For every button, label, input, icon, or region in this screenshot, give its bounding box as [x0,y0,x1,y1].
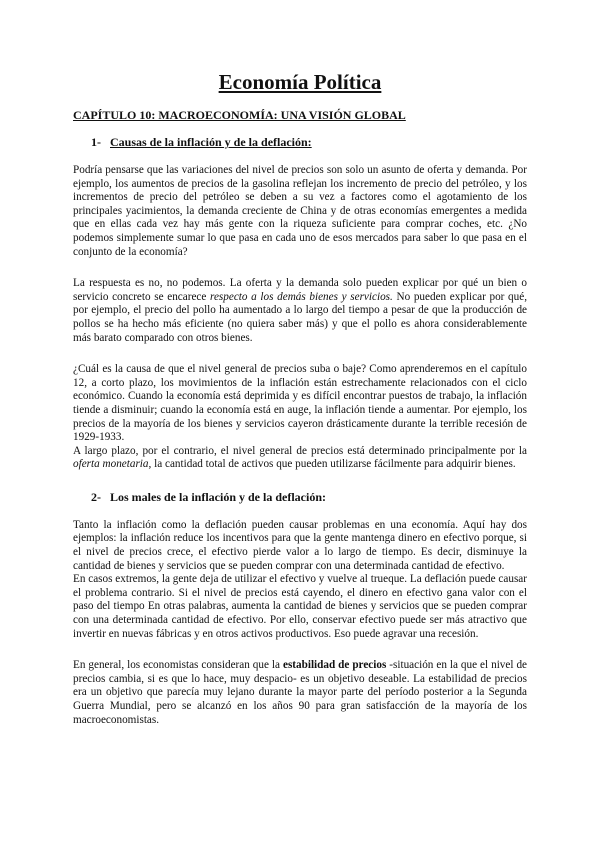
section-2-paragraph-3 [73,659,527,727]
section-1-paragraph-3: ¿Cuál es la causa de que el nivel general de precios suba o baje? Como aprenderemos en el capítulo 12, a corto plazo, los movimientos de la inflación están estrechamente relacionados con el ciclo económico. Cuando la economía está deprimida y es difícil encontrar puestos de trabajo, la inflación tiende a disminuir; cuando la economía está en auge, la inflación tiende a aumentar. Por ejemplo, los precios de la mayoría de los bienes y servicios cayeron drásticamente durante la terrible recesión de 1929-1933. [73,363,527,444]
section-2-number: 2- [91,489,101,504]
bold-text: estabilidad de precios [282,659,387,672]
section-1-number: 1- [91,135,101,149]
chapter-heading: CAPÍTULO 10: MACROECONOMÍA: UNA VISIÓN GLOBAL [73,108,406,122]
section-2-paragraph-1: Tanto la inflación como la deflación pueden causar problemas en una economía. Aquí hay dos ejemplos: la inflación reduce los incentivos para que la gente mantenga dinero en efectivo porque, si el nivel de precios crece, el efectivo pierde valor a lo largo de tiempo. Es decir, disminuye la cantidad de bienes y servicios que se pueden comprar con una determinada cantidad de efectivo. [73,518,527,572]
document-title: Economía Política [218,70,382,94]
section-1-paragraph-1: Podría pensarse que las variaciones del nivel de precios son solo un asunto de oferta y demanda. Por ejemplo, los aumentos de precios de la gasolina reflejan los incremento de precio del petróleo, y los incrementos de precio del petróleo se deben a su vez a factores como el agotamiento de los principales yacimientos, la demanda creciente de China y de otras economías emergentes a medida que en ellas cada vez hay más gente con la riqueza suficiente para comprar coches, etc. ¿No podemos simplemente sumar lo que pasa en cada uno de esos mercados para saber lo que pasa en el conjunto de la economía? [73,164,527,258]
paragraph-text: -situación en la que el nivel de precios cambia, si es que lo hace, muy despacio- es un objetivo deseable. La estabilidad de precios era un objetivo que parecía muy lejano durante la mayor parte del período posterior a la Segunda Guerra Mundial, pero se alcanzó en los años 90 para gran satisfacción de la mayoría de los macroeconomistas. [73,659,527,726]
section-2-title: Los males de la inflación y de la deflación: [110,489,326,504]
paragraph-text: la cantidad total de activos que pueden utilizarse fácilmente para adquirir bienes. [151,458,516,471]
paragraph-text: En general, los economistas consideran que la [73,659,283,672]
section-1-title: Causas de la inflación y de la deflación: [110,135,312,149]
section-1-heading [91,135,527,150]
emphasis-text: oferta monetaria, [73,458,152,471]
paragraph-text: No pueden explicar por qué, por ejemplo, el precio del pollo ha aumentado a lo largo del tiempo a pesar de que la producción de pollos se ha hecho más eficiente (no quiera saber más) y que el pollo es ahora considerablemente más barato comparado con otros bienes. [73,290,528,344]
paragraph-text: La respuesta es no, no podemos. La oferta y la demanda solo pueden explicar por qué un bien o servicio concreto se encarece [73,277,527,303]
emphasis-text: respecto a los demás bienes y servicios. [210,290,393,303]
section-1-paragraph-4 [73,445,527,472]
section-1-paragraph-2 [73,277,527,345]
section-2-heading [91,490,527,505]
paragraph-text: A largo plazo, por el contrario, el nivel general de precios está determinado principalmente por la [73,444,527,457]
section-2-paragraph-2: En casos extremos, la gente deja de utilizar el efectivo y vuelve al trueque. La deflación puede causar el problema contrario. Si el nivel de precios está cayendo, el dinero en efectivo gana valor con el paso del tiempo En otras palabras, aumenta la cantidad de bienes y servicios que se pueden comprar con una determinada cantidad de efectivo. Por ello, conservar efectivo puede ser más atractivo que invertir en nuevas fábricas y en otros activos productivos. Eso puede agravar una recesión. [73,573,527,640]
